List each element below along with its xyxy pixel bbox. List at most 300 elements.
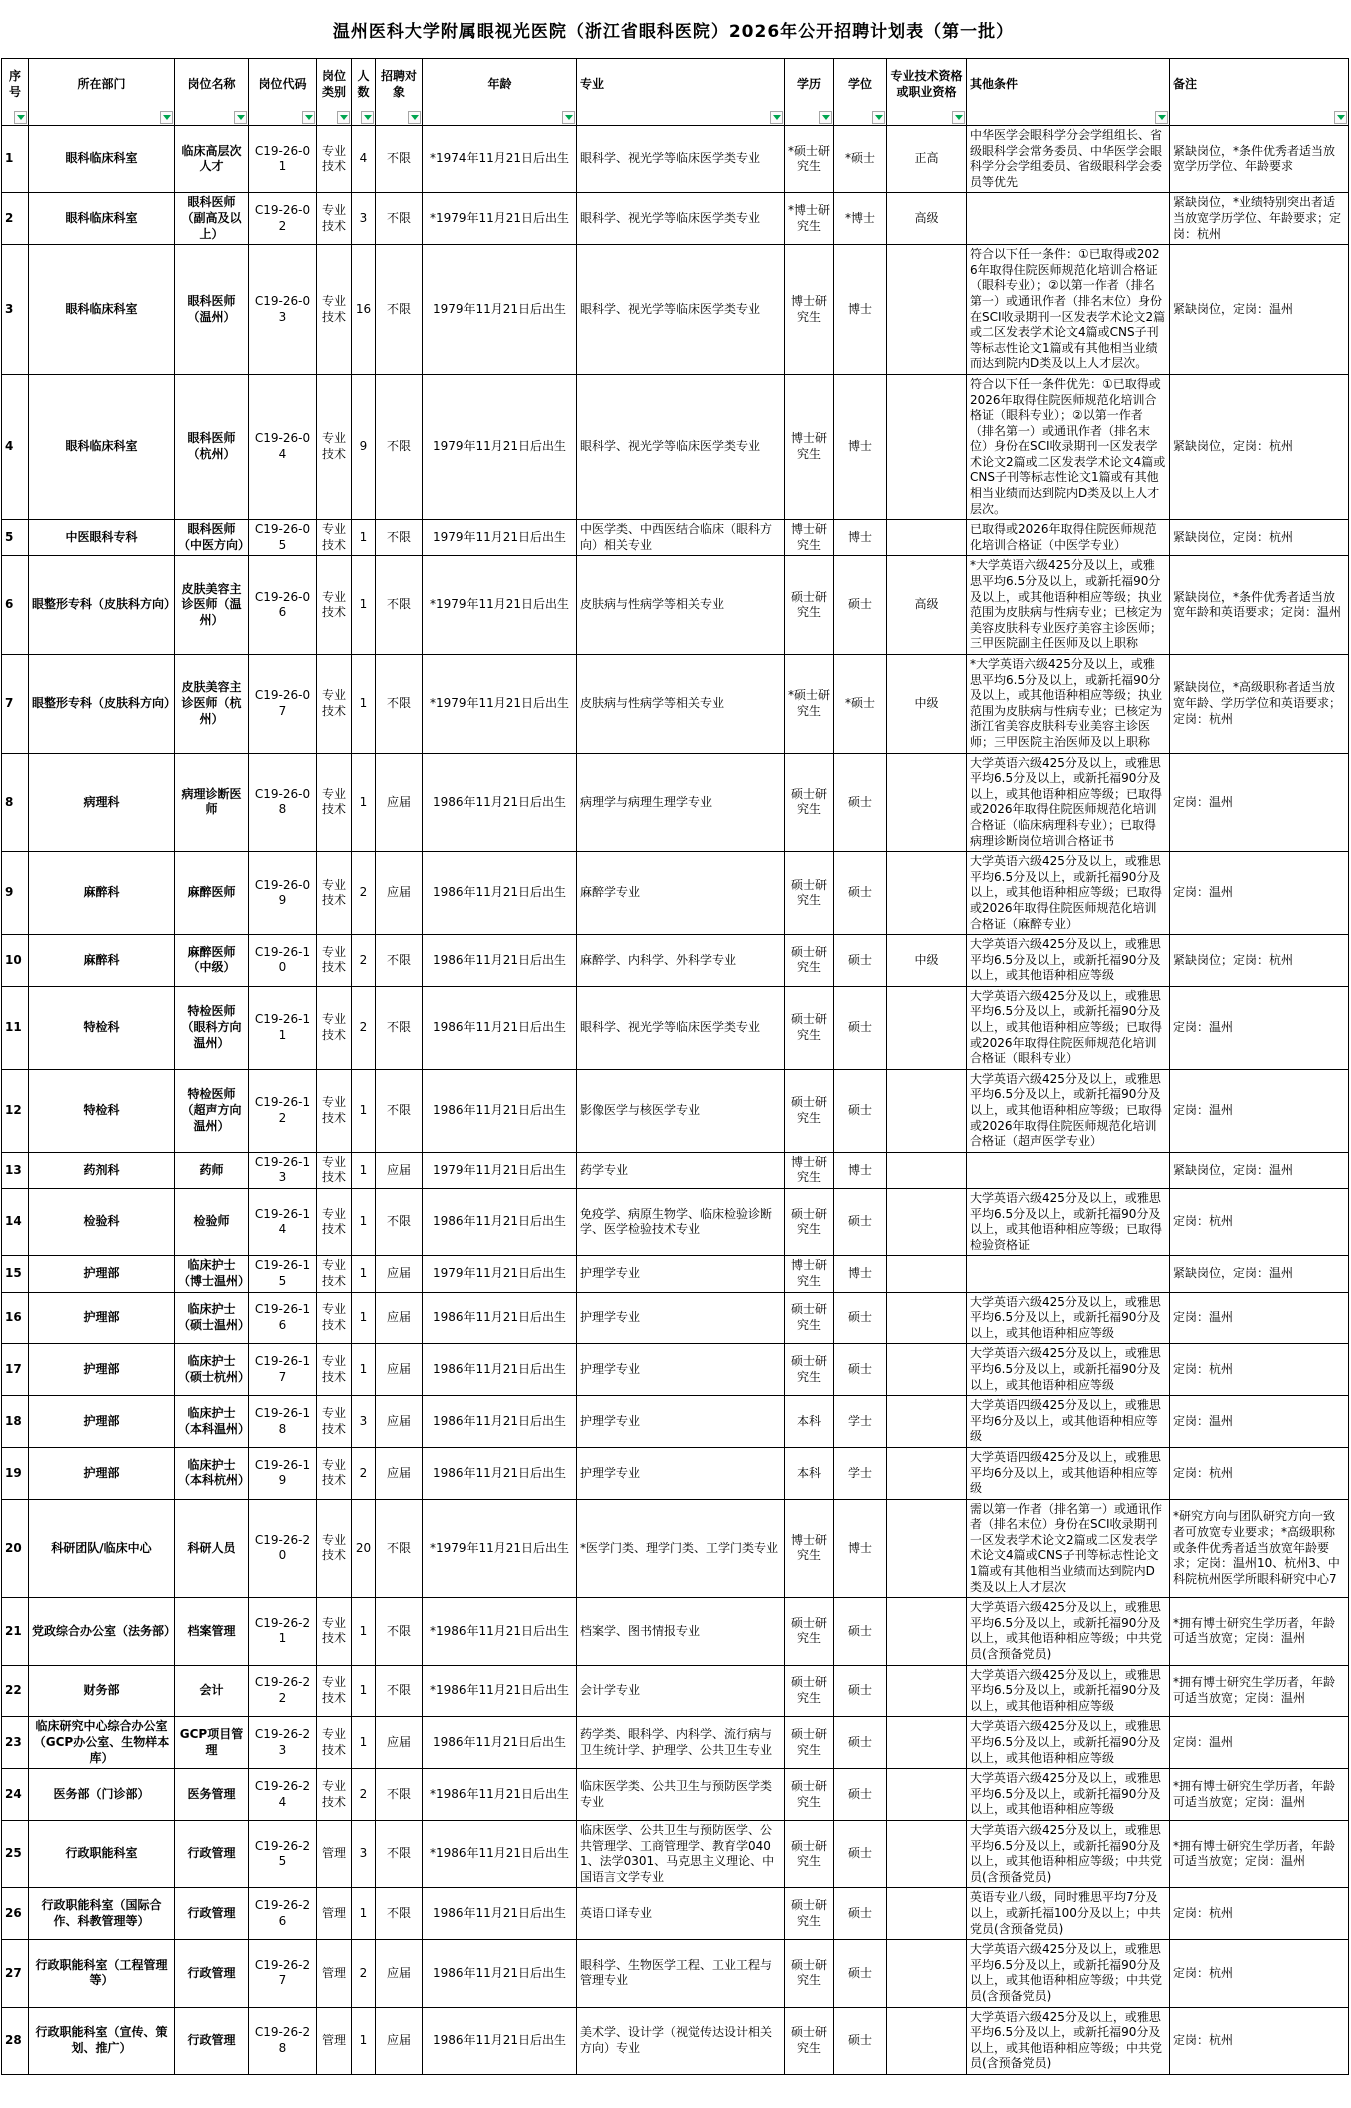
col-header-qualification <box>887 59 967 126</box>
cell-education: 硕士研究生 <box>785 852 834 935</box>
cell-age: 1979年11月21日后出生 <box>423 245 577 375</box>
table-row <box>2 1820 1349 1887</box>
cell-qualification <box>887 1940 967 2007</box>
cell-degree: 硕士 <box>834 986 887 1069</box>
table-row <box>2 1769 1349 1821</box>
cell-qualification <box>887 986 967 1069</box>
cell-target: 应届 <box>376 753 423 852</box>
cell-other: 大学英语六级425分及以上，或雅思平均6.5分及以上，或新托福90分及以上，或其他语种相应等级；已取得或2026年取得住院医师规范化培训合格证（眼科专业） <box>967 986 1170 1069</box>
table-row <box>2 1189 1349 1256</box>
cell-age: 1986年11月21日后出生 <box>423 1344 577 1396</box>
cell-position: 皮肤美容主诊医师（温州） <box>175 556 249 655</box>
cell-education: 硕士研究生 <box>785 1888 834 1940</box>
table-row <box>2 245 1349 375</box>
cell-major: 眼科学、生物医学工程、工业工程与管理专业 <box>577 1940 785 2007</box>
filter-dropdown-icon[interactable] <box>562 111 575 124</box>
filter-dropdown-icon[interactable] <box>1334 111 1347 124</box>
col-header-label: 序号 <box>8 69 21 99</box>
cell-age: 1979年11月21日后出生 <box>423 1256 577 1292</box>
cell-qualification <box>887 1152 967 1188</box>
cell-major: 药学专业 <box>577 1152 785 1188</box>
cell-no: 1 <box>2 126 29 193</box>
cell-major: 护理学专业 <box>577 1344 785 1396</box>
cell-remark: 紧缺岗位，*高级职称者适当放宽年龄、学历学位和英语要求；定岗：杭州 <box>1170 655 1349 754</box>
cell-no: 23 <box>2 1717 29 1769</box>
cell-age: 1979年11月21日后出生 <box>423 1152 577 1188</box>
cell-remark: *拥有博士研究生学历者，年龄可适当放宽；定岗：温州 <box>1170 1665 1349 1717</box>
cell-target: 应届 <box>376 1717 423 1769</box>
col-header-position <box>175 59 249 126</box>
col-header-label: 学位 <box>847 77 872 92</box>
cell-department: 中医眼科专科 <box>29 520 175 556</box>
filter-dropdown-icon[interactable] <box>361 111 374 124</box>
cell-position: 皮肤美容主诊医师（杭州） <box>175 655 249 754</box>
cell-degree: 学士 <box>834 1447 887 1499</box>
cell-major: 麻醉学专业 <box>577 852 785 935</box>
cell-education: *硕士研究生 <box>785 655 834 754</box>
cell-qualification: 中级 <box>887 935 967 987</box>
cell-no: 27 <box>2 1940 29 2007</box>
cell-education: 硕士研究生 <box>785 986 834 1069</box>
cell-code: C19-26-27 <box>249 1940 317 2007</box>
cell-qualification <box>887 1447 967 1499</box>
cell-remark: 紧缺岗位，定岗：温州 <box>1170 1152 1349 1188</box>
cell-remark: 定岗：温州 <box>1170 753 1349 852</box>
col-header-label: 岗位代码 <box>258 77 307 92</box>
cell-age: *1979年11月21日后出生 <box>423 556 577 655</box>
table-row <box>2 1292 1349 1344</box>
cell-department: 检验科 <box>29 1189 175 1256</box>
cell-position: 医务管理 <box>175 1769 249 1821</box>
cell-headcount: 1 <box>352 1888 376 1940</box>
cell-code: C19-26-20 <box>249 1499 317 1598</box>
cell-code: C19-26-14 <box>249 1189 317 1256</box>
cell-department: 麻醉科 <box>29 852 175 935</box>
table-row <box>2 852 1349 935</box>
cell-no: 15 <box>2 1256 29 1292</box>
cell-education: 硕士研究生 <box>785 1940 834 2007</box>
cell-category: 专业技术 <box>317 126 352 193</box>
cell-no: 3 <box>2 245 29 375</box>
cell-degree: 硕士 <box>834 852 887 935</box>
table-row <box>2 1940 1349 2007</box>
cell-qualification <box>887 1292 967 1344</box>
cell-category: 管理 <box>317 2007 352 2074</box>
cell-code: C19-26-05 <box>249 520 317 556</box>
filter-dropdown-icon[interactable] <box>770 111 783 124</box>
filter-dropdown-icon[interactable] <box>872 111 885 124</box>
cell-department: 党政综合办公室（法务部） <box>29 1598 175 1665</box>
cell-qualification <box>887 1598 967 1665</box>
cell-category: 专业技术 <box>317 986 352 1069</box>
cell-qualification <box>887 1665 967 1717</box>
col-header-remark <box>1170 59 1349 126</box>
cell-department: 临床研究中心综合办公室（GCP办公室、生物样本库） <box>29 1717 175 1769</box>
cell-category: 专业技术 <box>317 1665 352 1717</box>
filter-dropdown-icon[interactable] <box>337 111 350 124</box>
cell-age: 1986年11月21日后出生 <box>423 1396 577 1448</box>
cell-major: 临床医学、公共卫生与预防医学、公共管理学、工商管理学、教育学0401、法学0301、马克思主义理论、中国语言文学专业 <box>577 1820 785 1887</box>
filter-dropdown-icon[interactable] <box>234 111 247 124</box>
cell-headcount: 3 <box>352 193 376 245</box>
cell-other: 英语专业八级，同时雅思平均7分及以上，或新托福100分及以上；中共党员(含预备党员) <box>967 1888 1170 1940</box>
table-row <box>2 1344 1349 1396</box>
cell-remark: 紧缺岗位；定岗：杭州 <box>1170 935 1349 987</box>
cell-category: 专业技术 <box>317 1069 352 1152</box>
cell-education: 硕士研究生 <box>785 1769 834 1821</box>
cell-headcount: 20 <box>352 1499 376 1598</box>
cell-remark: 定岗：温州 <box>1170 1396 1349 1448</box>
cell-age: *1986年11月21日后出生 <box>423 1598 577 1665</box>
table-row <box>2 2007 1349 2074</box>
col-header-label: 所在部门 <box>77 77 126 92</box>
cell-education: 博士研究生 <box>785 1256 834 1292</box>
cell-department: 行政职能科室（宣传、策划、推广） <box>29 2007 175 2074</box>
cell-headcount: 2 <box>352 1940 376 2007</box>
cell-position: 特检医师（眼科方向温州） <box>175 986 249 1069</box>
cell-category: 专业技术 <box>317 655 352 754</box>
cell-other: 大学英语六级425分及以上，或雅思平均6.5分及以上，或新托福90分及以上，或其他语种相应等级；中共党员(含预备党员) <box>967 1598 1170 1665</box>
cell-target: 不限 <box>376 1069 423 1152</box>
cell-code: C19-26-26 <box>249 1888 317 1940</box>
cell-position: GCP项目管理 <box>175 1717 249 1769</box>
filter-dropdown-icon[interactable] <box>819 111 832 124</box>
cell-major: 影像医学与核医学专业 <box>577 1069 785 1152</box>
cell-degree: 硕士 <box>834 1940 887 2007</box>
cell-other: 大学英语六级425分及以上，或雅思平均6.5分及以上，或新托福90分及以上，或其他语种相应等级；中共党员(含预备党员) <box>967 1820 1170 1887</box>
table-row <box>2 1665 1349 1717</box>
table-row <box>2 1888 1349 1940</box>
cell-major: 会计学专业 <box>577 1665 785 1717</box>
cell-major: 美术学、设计学（视觉传达设计相关方向）专业 <box>577 2007 785 2074</box>
cell-education: 博士研究生 <box>785 245 834 375</box>
cell-no: 8 <box>2 753 29 852</box>
cell-category: 专业技术 <box>317 1256 352 1292</box>
cell-remark: 定岗：杭州 <box>1170 1189 1349 1256</box>
cell-code: C19-26-11 <box>249 986 317 1069</box>
cell-position: 临床护士（硕士温州） <box>175 1292 249 1344</box>
cell-age: 1986年11月21日后出生 <box>423 986 577 1069</box>
cell-no: 7 <box>2 655 29 754</box>
table-row <box>2 1152 1349 1188</box>
cell-remark: 定岗：温州 <box>1170 1069 1349 1152</box>
cell-remark: 定岗：温州 <box>1170 986 1349 1069</box>
table-row <box>2 556 1349 655</box>
cell-education: 博士研究生 <box>785 1152 834 1188</box>
cell-degree: 硕士 <box>834 753 887 852</box>
cell-category: 专业技术 <box>317 1598 352 1665</box>
cell-age: 1986年11月21日后出生 <box>423 1069 577 1152</box>
cell-degree: *硕士 <box>834 126 887 193</box>
cell-target: 不限 <box>376 1888 423 1940</box>
cell-other <box>967 1256 1170 1292</box>
cell-department: 护理部 <box>29 1344 175 1396</box>
col-header-category <box>317 59 352 126</box>
cell-degree: 硕士 <box>834 2007 887 2074</box>
filter-dropdown-icon[interactable] <box>1155 111 1168 124</box>
filter-dropdown-icon[interactable] <box>302 111 315 124</box>
cell-target: 不限 <box>376 556 423 655</box>
col-header-label: 专业 <box>580 77 605 92</box>
cell-position: 行政管理 <box>175 2007 249 2074</box>
cell-age: 1986年11月21日后出生 <box>423 2007 577 2074</box>
cell-remark: 定岗：温州 <box>1170 852 1349 935</box>
cell-no: 4 <box>2 374 29 519</box>
cell-degree: 硕士 <box>834 1717 887 1769</box>
cell-code: C19-26-12 <box>249 1069 317 1152</box>
cell-other: 大学英语六级425分及以上，或雅思平均6.5分及以上，或新托福90分及以上，或其他语种相应等级；已取得或2026年取得住院医师规范化培训合格证（麻醉专业） <box>967 852 1170 935</box>
col-header-label: 招聘对象 <box>380 69 417 99</box>
cell-no: 19 <box>2 1447 29 1499</box>
cell-position: 临床高层次人才 <box>175 126 249 193</box>
cell-degree: 硕士 <box>834 1292 887 1344</box>
cell-education: 硕士研究生 <box>785 1189 834 1256</box>
cell-other: 大学英语六级425分及以上，或雅思平均6.5分及以上，或新托福90分及以上，或其他语种相应等级；已取得或2026年取得住院医师规范化培训合格证（超声医学专业） <box>967 1069 1170 1152</box>
cell-remark: 定岗：杭州 <box>1170 1447 1349 1499</box>
cell-target: 应届 <box>376 1447 423 1499</box>
cell-headcount: 9 <box>352 374 376 519</box>
cell-no: 24 <box>2 1769 29 1821</box>
cell-remark: 定岗：温州 <box>1170 1717 1349 1769</box>
cell-headcount: 3 <box>352 1820 376 1887</box>
cell-target: 不限 <box>376 520 423 556</box>
col-header-label: 专业技术资格或职业资格 <box>890 69 963 99</box>
cell-other: *大学英语六级425分及以上，或雅思平均6.5分及以上，或新托福90分及以上，或其他语种相应等级；执业范围为皮肤病与性病专业；已核定为美容皮肤科专业医疗美容主诊医师；三甲医院副主任医师及以上职称 <box>967 556 1170 655</box>
col-header-code <box>249 59 317 126</box>
cell-code: C19-26-19 <box>249 1447 317 1499</box>
cell-position: 检验师 <box>175 1189 249 1256</box>
cell-major: 护理学专业 <box>577 1396 785 1448</box>
cell-education: 硕士研究生 <box>785 1292 834 1344</box>
cell-education: 硕士研究生 <box>785 556 834 655</box>
cell-headcount: 1 <box>352 520 376 556</box>
cell-major: 临床医学类、公共卫生与预防医学类专业 <box>577 1769 785 1821</box>
cell-position: 会计 <box>175 1665 249 1717</box>
cell-target: 不限 <box>376 1499 423 1598</box>
cell-remark: 定岗：杭州 <box>1170 1888 1349 1940</box>
cell-remark: 紧缺岗位，定岗：杭州 <box>1170 520 1349 556</box>
filter-dropdown-icon[interactable] <box>160 111 173 124</box>
cell-target: 应届 <box>376 1940 423 2007</box>
cell-department: 眼整形专科（皮肤科方向） <box>29 655 175 754</box>
cell-target: 不限 <box>376 1769 423 1821</box>
cell-other: 大学英语六级425分及以上，或雅思平均6.5分及以上，或新托福90分及以上，或其他语种相应等级；中共党员(含预备党员) <box>967 1940 1170 2007</box>
recruitment-table <box>1 58 1349 2075</box>
cell-headcount: 16 <box>352 245 376 375</box>
cell-category: 专业技术 <box>317 1152 352 1188</box>
cell-age: 1979年11月21日后出生 <box>423 520 577 556</box>
cell-position: 眼科医师（副高及以上） <box>175 193 249 245</box>
cell-category: 专业技术 <box>317 935 352 987</box>
page-title: 温州医科大学附属眼视光医院（浙江省眼科医院）2026年公开招聘计划表（第一批） <box>332 21 1015 42</box>
cell-no: 28 <box>2 2007 29 2074</box>
cell-code: C19-26-09 <box>249 852 317 935</box>
cell-other: 符合以下任一条件：①已取得或2026年取得住院医师规范化培训合格证（眼科专业）；②以第一作者（排名第一）或通讯作者（排名末位）身份在SCI收录期刊一区发表学术论文2篇或二区发表学术论文4篇或CNS子刊等标志性论文1篇或有其他相当业绩而达到院内D类及以上人才层次。 <box>967 245 1170 375</box>
cell-major: 眼科学、视光学等临床医学类专业 <box>577 986 785 1069</box>
cell-major: 眼科学、视光学等临床医学类专业 <box>577 374 785 519</box>
cell-no: 17 <box>2 1344 29 1396</box>
cell-age: *1986年11月21日后出生 <box>423 1769 577 1821</box>
cell-education: 硕士研究生 <box>785 1820 834 1887</box>
cell-headcount: 1 <box>352 1344 376 1396</box>
cell-code: C19-26-28 <box>249 2007 317 2074</box>
cell-position: 眼科医师（温州） <box>175 245 249 375</box>
cell-age: 1986年11月21日后出生 <box>423 1717 577 1769</box>
cell-target: 应届 <box>376 1152 423 1188</box>
cell-no: 9 <box>2 852 29 935</box>
table-row <box>2 1256 1349 1292</box>
cell-department: 麻醉科 <box>29 935 175 987</box>
cell-department: 护理部 <box>29 1292 175 1344</box>
col-header-label: 岗位名称 <box>187 77 236 92</box>
cell-degree: 博士 <box>834 374 887 519</box>
col-header-degree <box>834 59 887 126</box>
cell-code: C19-26-21 <box>249 1598 317 1665</box>
col-header-major <box>577 59 785 126</box>
col-header-other <box>967 59 1170 126</box>
cell-remark: 紧缺岗位，*条件优秀者适当放宽学历学位、年龄要求 <box>1170 126 1349 193</box>
cell-degree: 硕士 <box>834 935 887 987</box>
cell-education: *博士研究生 <box>785 193 834 245</box>
cell-no: 25 <box>2 1820 29 1887</box>
cell-major: *医学门类、理学门类、工学门类专业 <box>577 1499 785 1598</box>
cell-remark: 定岗：杭州 <box>1170 2007 1349 2074</box>
cell-qualification <box>887 1717 967 1769</box>
cell-no: 14 <box>2 1189 29 1256</box>
cell-other: 大学英语四级425分及以上，或雅思平均6分及以上，或其他语种相应等级 <box>967 1396 1170 1448</box>
cell-degree: 博士 <box>834 1499 887 1598</box>
cell-qualification: 正高 <box>887 126 967 193</box>
cell-headcount: 1 <box>352 1717 376 1769</box>
cell-other: *大学英语六级425分及以上，或雅思平均6.5分及以上，或新托福90分及以上，或其他语种相应等级；执业范围为皮肤病与性病专业；已核定为浙江省美容皮肤科专业美容主诊医师；三甲医院主治医师及以上职称 <box>967 655 1170 754</box>
cell-department: 科研团队/临床中心 <box>29 1499 175 1598</box>
table-row <box>2 1069 1349 1152</box>
table-body <box>2 126 1349 2075</box>
cell-category: 管理 <box>317 1940 352 2007</box>
cell-target: 不限 <box>376 655 423 754</box>
cell-age: *1986年11月21日后出生 <box>423 1820 577 1887</box>
cell-age: 1986年11月21日后出生 <box>423 753 577 852</box>
cell-target: 应届 <box>376 1344 423 1396</box>
cell-qualification <box>887 1069 967 1152</box>
cell-target: 不限 <box>376 1189 423 1256</box>
cell-headcount: 1 <box>352 655 376 754</box>
cell-department: 财务部 <box>29 1665 175 1717</box>
cell-no: 18 <box>2 1396 29 1448</box>
cell-age: 1986年11月21日后出生 <box>423 1447 577 1499</box>
cell-qualification <box>887 1820 967 1887</box>
cell-headcount: 1 <box>352 2007 376 2074</box>
cell-qualification <box>887 1499 967 1598</box>
cell-department: 护理部 <box>29 1256 175 1292</box>
cell-department: 行政职能科室 <box>29 1820 175 1887</box>
cell-headcount: 3 <box>352 1396 376 1448</box>
cell-headcount: 1 <box>352 1292 376 1344</box>
cell-other: 大学英语六级425分及以上，或雅思平均6.5分及以上，或新托福90分及以上，或其他语种相应等级；中共党员(含预备党员) <box>967 2007 1170 2074</box>
cell-department: 病理科 <box>29 753 175 852</box>
cell-degree: *博士 <box>834 193 887 245</box>
cell-department: 行政职能科室（工程管理等） <box>29 1940 175 2007</box>
cell-headcount: 1 <box>352 753 376 852</box>
cell-remark: 紧缺岗位，*业绩特别突出者适当放宽学历学位、年龄要求；定岗：杭州 <box>1170 193 1349 245</box>
cell-other: 大学英语四级425分及以上，或雅思平均6分及以上，或其他语种相应等级 <box>967 1447 1170 1499</box>
cell-qualification <box>887 1769 967 1821</box>
cell-code: C19-26-18 <box>249 1396 317 1448</box>
cell-remark: 紧缺岗位，*条件优秀者适当放宽年龄和英语要求；定岗：温州 <box>1170 556 1349 655</box>
cell-headcount: 1 <box>352 1665 376 1717</box>
cell-major: 免疫学、病原生物学、临床检验诊断学、医学检验技术专业 <box>577 1189 785 1256</box>
cell-other: 符合以下任一条件优先：①已取得或2026年取得住院医师规范化培训合格证（眼科专业）；②以第一作者（排名第一）或通讯作者（排名末位）身份在SCI收录期刊一区发表学术论文2篇或二区发表学术论文4篇或CNS子刊等标志性论文1篇或有其他相当业绩而达到院内D类及以上人才层次。 <box>967 374 1170 519</box>
cell-code: C19-26-16 <box>249 1292 317 1344</box>
cell-qualification: 高级 <box>887 556 967 655</box>
cell-category: 专业技术 <box>317 1292 352 1344</box>
col-header-label: 年龄 <box>487 77 512 92</box>
cell-category: 专业技术 <box>317 520 352 556</box>
cell-no: 10 <box>2 935 29 987</box>
filter-dropdown-icon[interactable] <box>408 111 421 124</box>
cell-position: 行政管理 <box>175 1888 249 1940</box>
cell-remark: 定岗：温州 <box>1170 1292 1349 1344</box>
cell-code: C19-26-08 <box>249 753 317 852</box>
cell-other: 大学英语六级425分及以上，或雅思平均6.5分及以上，或新托福90分及以上，或其他语种相应等级 <box>967 1344 1170 1396</box>
cell-headcount: 1 <box>352 1598 376 1665</box>
cell-age: 1986年11月21日后出生 <box>423 1940 577 2007</box>
cell-major: 护理学专业 <box>577 1447 785 1499</box>
filter-dropdown-icon[interactable] <box>14 111 27 124</box>
cell-degree: 学士 <box>834 1396 887 1448</box>
cell-category: 专业技术 <box>317 245 352 375</box>
cell-degree: 硕士 <box>834 556 887 655</box>
filter-dropdown-icon[interactable] <box>952 111 965 124</box>
cell-position: 麻醉医师 <box>175 852 249 935</box>
cell-other: 中华医学会眼科学分会学组组长、省级眼科学会常务委员、中华医学会眼科学分会学组委员、省级眼科学会委员等优先 <box>967 126 1170 193</box>
cell-category: 专业技术 <box>317 1447 352 1499</box>
cell-other: 大学英语六级425分及以上，或雅思平均6.5分及以上，或新托福90分及以上，或其他语种相应等级 <box>967 1769 1170 1821</box>
cell-other: 已取得或2026年取得住院医师规范化培训合格证（中医学专业） <box>967 520 1170 556</box>
cell-education: 硕士研究生 <box>785 1069 834 1152</box>
col-header-label: 岗位类别 <box>321 69 346 99</box>
cell-code: C19-26-01 <box>249 126 317 193</box>
cell-category: 专业技术 <box>317 1717 352 1769</box>
col-header-headcount <box>352 59 376 126</box>
cell-education: 博士研究生 <box>785 374 834 519</box>
cell-category: 专业技术 <box>317 852 352 935</box>
col-header-label: 学历 <box>796 77 821 92</box>
cell-category: 专业技术 <box>317 1396 352 1448</box>
col-header-label: 人数 <box>357 69 370 99</box>
cell-major: 药学类、眼科学、内科学、流行病与卫生统计学、护理学、公共卫生专业 <box>577 1717 785 1769</box>
cell-code: C19-26-17 <box>249 1344 317 1396</box>
cell-position: 临床护士（博士温州） <box>175 1256 249 1292</box>
cell-no: 26 <box>2 1888 29 1940</box>
table-row <box>2 193 1349 245</box>
cell-education: 硕士研究生 <box>785 1717 834 1769</box>
cell-other: 大学英语六级425分及以上，或雅思平均6.5分及以上，或新托福90分及以上，或其他语种相应等级 <box>967 1717 1170 1769</box>
cell-degree: 硕士 <box>834 1769 887 1821</box>
cell-category: 专业技术 <box>317 753 352 852</box>
cell-degree: 硕士 <box>834 1598 887 1665</box>
cell-target: 不限 <box>376 1820 423 1887</box>
cell-headcount: 2 <box>352 986 376 1069</box>
cell-qualification <box>887 1256 967 1292</box>
cell-no: 22 <box>2 1665 29 1717</box>
cell-department: 眼科临床科室 <box>29 126 175 193</box>
cell-other: 大学英语六级425分及以上，或雅思平均6.5分及以上，或新托福90分及以上，或其他语种相应等级；已取得或2026年取得住院医师规范化培训合格证（临床病理科专业）；已取得病理诊断岗位培训合格证书 <box>967 753 1170 852</box>
cell-position: 科研人员 <box>175 1499 249 1598</box>
cell-major: 档案学、图书情报专业 <box>577 1598 785 1665</box>
cell-age: *1979年11月21日后出生 <box>423 655 577 754</box>
cell-position: 眼科医师（中医方向） <box>175 520 249 556</box>
